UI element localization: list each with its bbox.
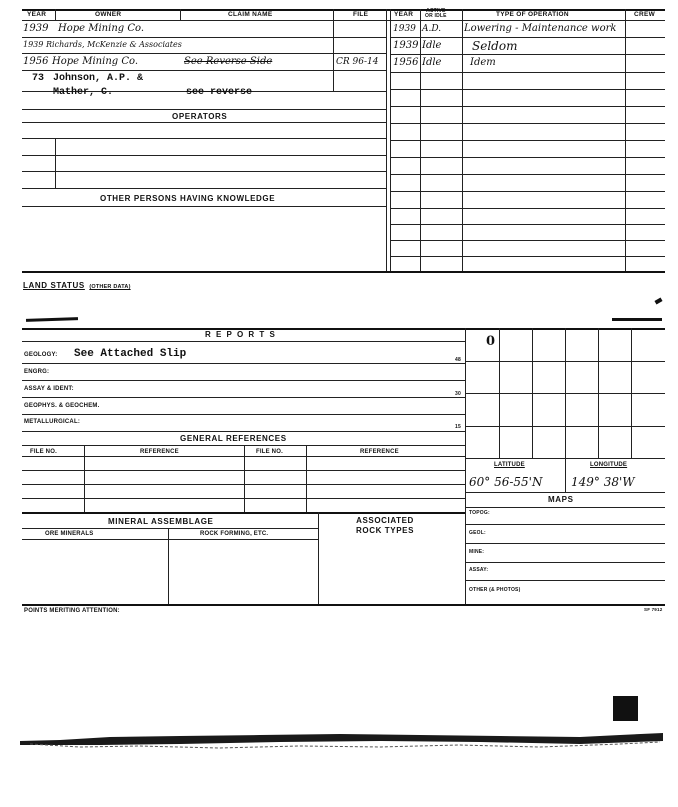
owner-row-5-owner: Mather, C. — [53, 87, 114, 98]
ref-header-file-no-2: FILE NO. — [256, 449, 283, 455]
operators-label: OPERATORS — [172, 112, 228, 121]
mineral-assemblage-title: MINERAL ASSEMBLAGE — [108, 517, 214, 526]
header-active-or-idle: ACTIVE OR IDLE — [425, 8, 447, 19]
owner-row-3-file: CR 96-14 — [336, 57, 379, 67]
owner-row-1-owner: Hope Mining Co. — [58, 23, 145, 34]
reports-geology-value: See Attached Slip — [74, 348, 187, 360]
other-persons-label: OTHER PERSONS HAVING KNOWLEDGE — [100, 194, 276, 203]
header-owner: OWNER — [95, 11, 122, 18]
associated-rock-types-label: ASSOCIATED ROCK TYPES — [356, 516, 415, 535]
header-type-of-operation: TYPE OF OPERATION — [496, 11, 569, 18]
reports-geology-label: GEOLOGY: — [24, 352, 58, 358]
reports-geophys-label: GEOPHYS. & GEOCHEM. — [24, 403, 100, 409]
maps-assay: ASSAY: — [469, 567, 489, 573]
longitude-value: 149° 38'W — [571, 475, 635, 489]
latitude-label: LATITUDE — [494, 462, 525, 468]
header-crew: CREW — [634, 11, 656, 18]
activity-row-3-active: Idle — [422, 57, 442, 68]
ref-header-reference-2: REFERENCE — [360, 449, 399, 455]
land-status-sub: (OTHER DATA) — [89, 284, 131, 290]
ore-minerals-label: ORE MINERALS — [45, 531, 94, 537]
activity-row-2-type: Seldom — [472, 39, 518, 53]
activity-row-3-year: 1956 — [393, 57, 419, 68]
maps-geol: GEOL: — [469, 530, 486, 536]
maps-title: MAPS — [548, 495, 574, 504]
owner-row-4-year: 73 — [32, 73, 45, 84]
maps-topog: TOPOG: — [469, 510, 490, 516]
reports-assay-label: ASSAY & IDENT: — [24, 386, 74, 392]
reports-metallurgical-num: 15 — [455, 424, 461, 430]
form-number: SF 7912 — [644, 607, 663, 612]
header-claim-name: CLAIM NAME — [228, 11, 273, 18]
activity-row-1-active: A.D. — [422, 24, 442, 34]
latitude-value: 60° 56-55'N — [469, 475, 543, 489]
owner-row-4-owner: Johnson, A.P. & — [53, 73, 144, 84]
owner-row-3-owner: Hope Mining Co. — [52, 56, 139, 67]
owner-row-3-year: 1956 — [23, 56, 49, 67]
owner-row-2-year: 1939 — [23, 40, 44, 49]
longitude-label: LONGITUDE — [590, 462, 628, 468]
activity-row-2-active: Idle — [422, 40, 442, 51]
grid-mark: 0 — [486, 334, 496, 349]
general-references-title: GENERAL REFERENCES — [180, 434, 287, 443]
owner-row-5-claim: see reverse — [186, 87, 253, 98]
ref-header-file-no-1: FILE NO. — [30, 449, 57, 455]
maps-mine: MINE: — [469, 549, 485, 555]
reports-metallurgical-label: METALLURGICAL: — [24, 419, 81, 425]
header-file: FILE — [353, 11, 369, 18]
reports-assay-num: 30 — [455, 391, 461, 397]
maps-other: OTHER (& PHOTOS) — [469, 587, 521, 593]
land-status — [23, 275, 131, 293]
points-meriting-attention-label: POINTS MERITING ATTENTION: — [24, 608, 120, 614]
rock-forming-label: ROCK FORMING, ETC. — [200, 531, 269, 537]
reports-geology-num: 48 — [455, 357, 461, 363]
reports-title: R E P O R T S — [205, 330, 277, 339]
reports-engrg-label: ENGRG: — [24, 369, 50, 375]
scan-smudge — [20, 727, 663, 749]
land-status-label: LAND STATUS — [23, 281, 85, 290]
owner-row-3-claim: See Reverse Side — [184, 56, 273, 67]
activity-row-2-year: 1939 — [393, 40, 419, 51]
ref-header-reference-1: REFERENCE — [140, 449, 179, 455]
header-year: YEAR — [27, 11, 47, 18]
owner-row-1-year: 1939 — [23, 23, 49, 34]
owner-row-2-owner: Richards, McKenzie & Associates — [46, 40, 182, 49]
header-activity-year: YEAR — [394, 11, 414, 18]
activity-row-1-year: 1939 — [393, 24, 416, 34]
activity-row-3-type: Idem — [470, 57, 496, 68]
activity-row-1-type: Lowering - Maintenance work — [464, 23, 617, 34]
